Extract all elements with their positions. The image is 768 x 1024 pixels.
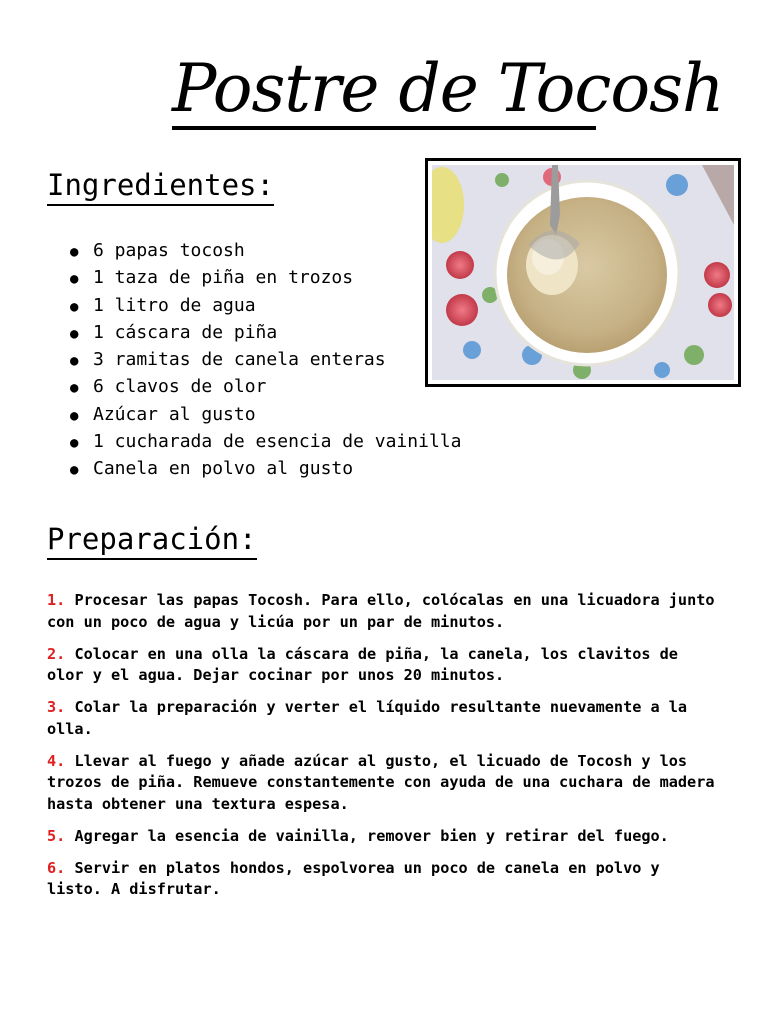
bullet-icon: ● (70, 462, 79, 479)
ingredients-list (70, 238, 461, 484)
dessert-photo (425, 158, 741, 387)
recipe-title: Postre de Tocosh (172, 52, 596, 130)
ingredient-item: ● 1 litro de agua (70, 293, 461, 320)
step-item (47, 697, 722, 740)
ingredients-heading: Ingredientes: (47, 168, 274, 206)
step-text: Procesar las papas Tocosh. Para ello, colócalas en una licuadora junto con un poco de agua y licúa por un par de minutos. (47, 591, 715, 631)
ingredient-item: ● 1 taza de piña en trozos (70, 265, 461, 292)
bullet-icon: ● (70, 244, 79, 260)
step-number: 6. (47, 858, 66, 877)
bullet-icon: ● (70, 435, 79, 452)
bullet-icon: ● (70, 380, 79, 397)
step-number: 1. (47, 591, 66, 609)
step-text: Agregar la esencia de vainilla, remover bien y retirar del fuego. (74, 826, 669, 845)
ingredient-item: ● 1 cáscara de piña (70, 320, 461, 347)
dessert-bowl-photo-icon (432, 165, 734, 380)
step-number: 3. (47, 698, 66, 716)
step-item (47, 826, 722, 848)
ingredient-item: ● Azúcar al gusto (70, 402, 461, 429)
bullet-icon: ● (70, 325, 79, 342)
step-text: Colar la preparación y verter el líquido resultante nuevamente a la olla. (47, 698, 688, 738)
step-number: 4. (47, 751, 66, 770)
step-item (47, 644, 722, 687)
preparation-steps (47, 590, 722, 911)
step-item (47, 751, 722, 816)
step-text: Servir en platos hondos, espolvorea un poco de canela en polvo y listo. A disfrutar. (47, 858, 660, 898)
ingredient-item: ● 3 ramitas de canela enteras (70, 347, 461, 374)
step-item (47, 858, 722, 901)
ingredient-item: ● 1 cucharada de esencia de vainilla (70, 429, 461, 456)
step-text: Colocar en una olla la cáscara de piña, la canela, los clavitos de olor y el agua. Dejar cocinar por unos 20 minutos. (47, 644, 678, 684)
ingredient-item: ● 6 clavos de olor (70, 374, 461, 401)
preparation-heading: Preparación: (47, 522, 257, 560)
step-item (47, 590, 722, 633)
ingredient-item: ● Canela en polvo al gusto (70, 456, 461, 483)
bullet-icon: ● (70, 353, 79, 370)
step-number: 2. (47, 644, 66, 663)
bullet-icon: ● (70, 298, 79, 315)
ingredient-item: ● 6 papas tocosh (70, 238, 461, 265)
bullet-icon: ● (70, 407, 79, 424)
step-text: Llevar al fuego y añade azúcar al gusto, el licuado de Tocosh y los trozos de piña. Remueve constantemente con ayuda de una cuchara de madera hasta obtener una textura espesa. (47, 751, 715, 813)
step-number: 5. (47, 826, 66, 845)
bullet-icon: ● (70, 271, 79, 288)
